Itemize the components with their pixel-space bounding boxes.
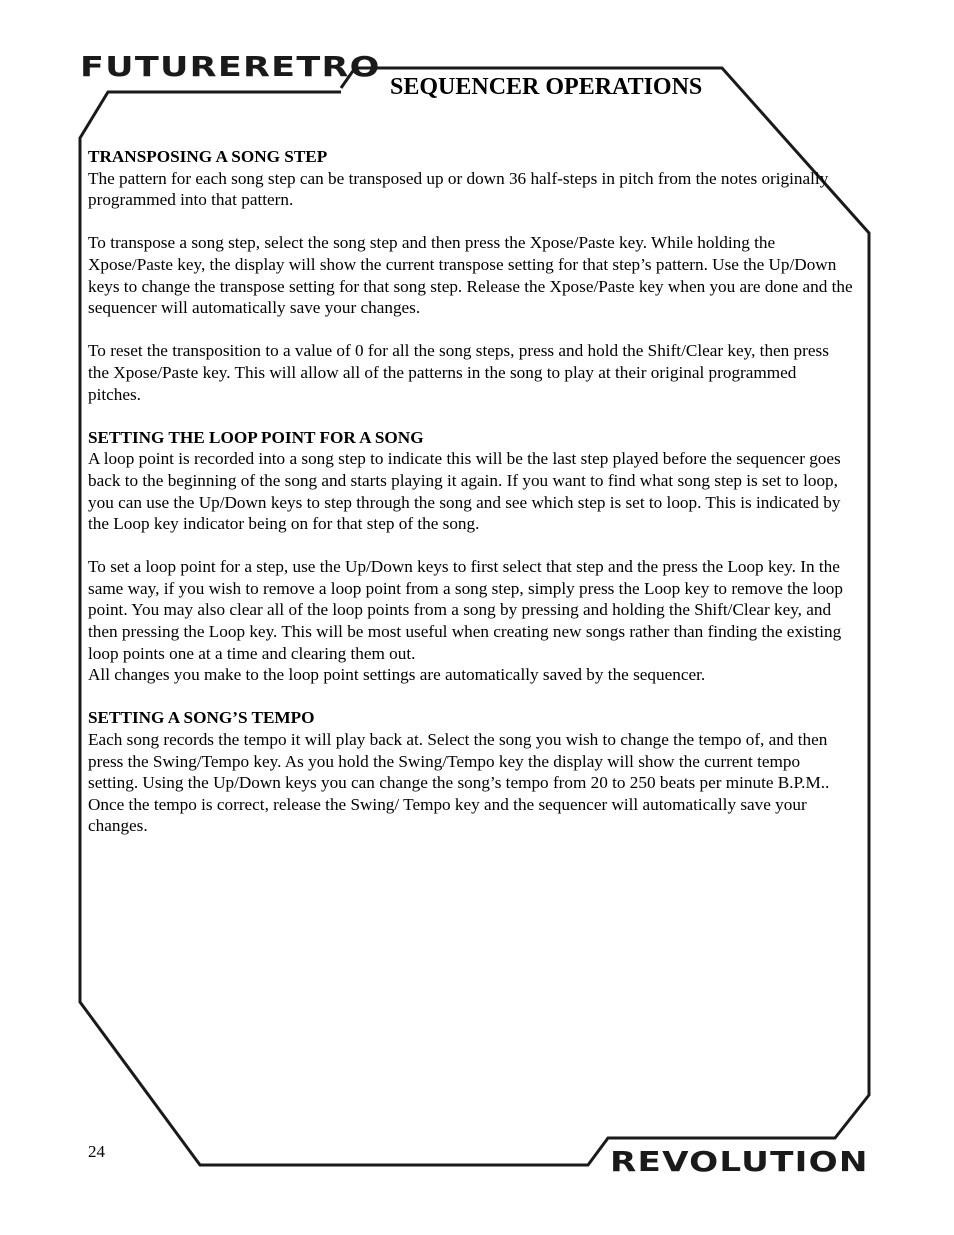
paragraph: To transpose a song step, select the song step and then press the Xpose/Paste key. While holding the Xpose/Paste key, the display will show the current transpose setting for that step’s pattern. Use the Up/Down keys to change the transpose setting for that song step. Release the Xpose/Paste key when you are done and the sequencer will automatically save your changes. — [88, 233, 853, 318]
section-heading-transposing: TRANSPOSING A SONG STEP — [88, 147, 328, 166]
revolution-logo: REVOLUTION — [610, 1145, 869, 1178]
section-heading-loop-point: SETTING THE LOOP POINT FOR A SONG — [88, 427, 424, 447]
paragraph: Each song records the tempo it will play back at. Select the song you wish to change the tempo of, and then press the Swing/Tempo key. As you hold the Swing/Tempo key the display will show the current tempo setting. Using the Up/Down keys you can change the song’s tempo from 20 to 250 beats per minute B.P.M.. Once the tempo is correct, release the Swing/ Tempo key and the sequencer will automatically save your changes. — [88, 730, 830, 836]
paragraph: To reset the transposition to a value of 0 for all the song steps, press and hold the Shift/Clear key, then press the Xpose/Paste key. This will allow all of the patterns in the song to play at their original programmed pitches. — [88, 341, 829, 404]
paragraph: A loop point is recorded into a song step to indicate this will be the last step played before the sequencer goes back to the beginning of the song and starts playing it again. If you want to find what song step is set to loop, you can use the Up/Down keys to step through the song and see which step is set to loop. This is indicated by the Loop key indicator being on for that step of the song. — [88, 449, 841, 534]
futureretro-logo: FUTURERETRO — [80, 50, 381, 83]
paragraph: All changes you make to the loop point settings are automatically saved by the sequencer. — [88, 665, 706, 685]
section-heading-tempo: SETTING A SONG’S TEMPO — [88, 708, 315, 728]
page-number: 24 — [88, 1142, 105, 1161]
paragraph: The pattern for each song step can be transposed up or down 36 half-steps in pitch from the notes originally programmed into that pattern. — [88, 168, 829, 210]
paragraph: To set a loop point for a step, use the Up/Down keys to first select that step and the press the Loop key. In the same way, if you wish to remove a loop point from a song step, simply press the Loop key to remove the loop point. You may also clear all of the loop points from a song by pressing and holding the Shift/Clear key, and then pressing the Loop key. This will be most useful when creating new songs rather than finding the existing loop points one at a time and clearing them out. — [88, 557, 843, 663]
page-title: SEQUENCER OPERATIONS — [390, 74, 703, 100]
document-body — [88, 146, 853, 837]
